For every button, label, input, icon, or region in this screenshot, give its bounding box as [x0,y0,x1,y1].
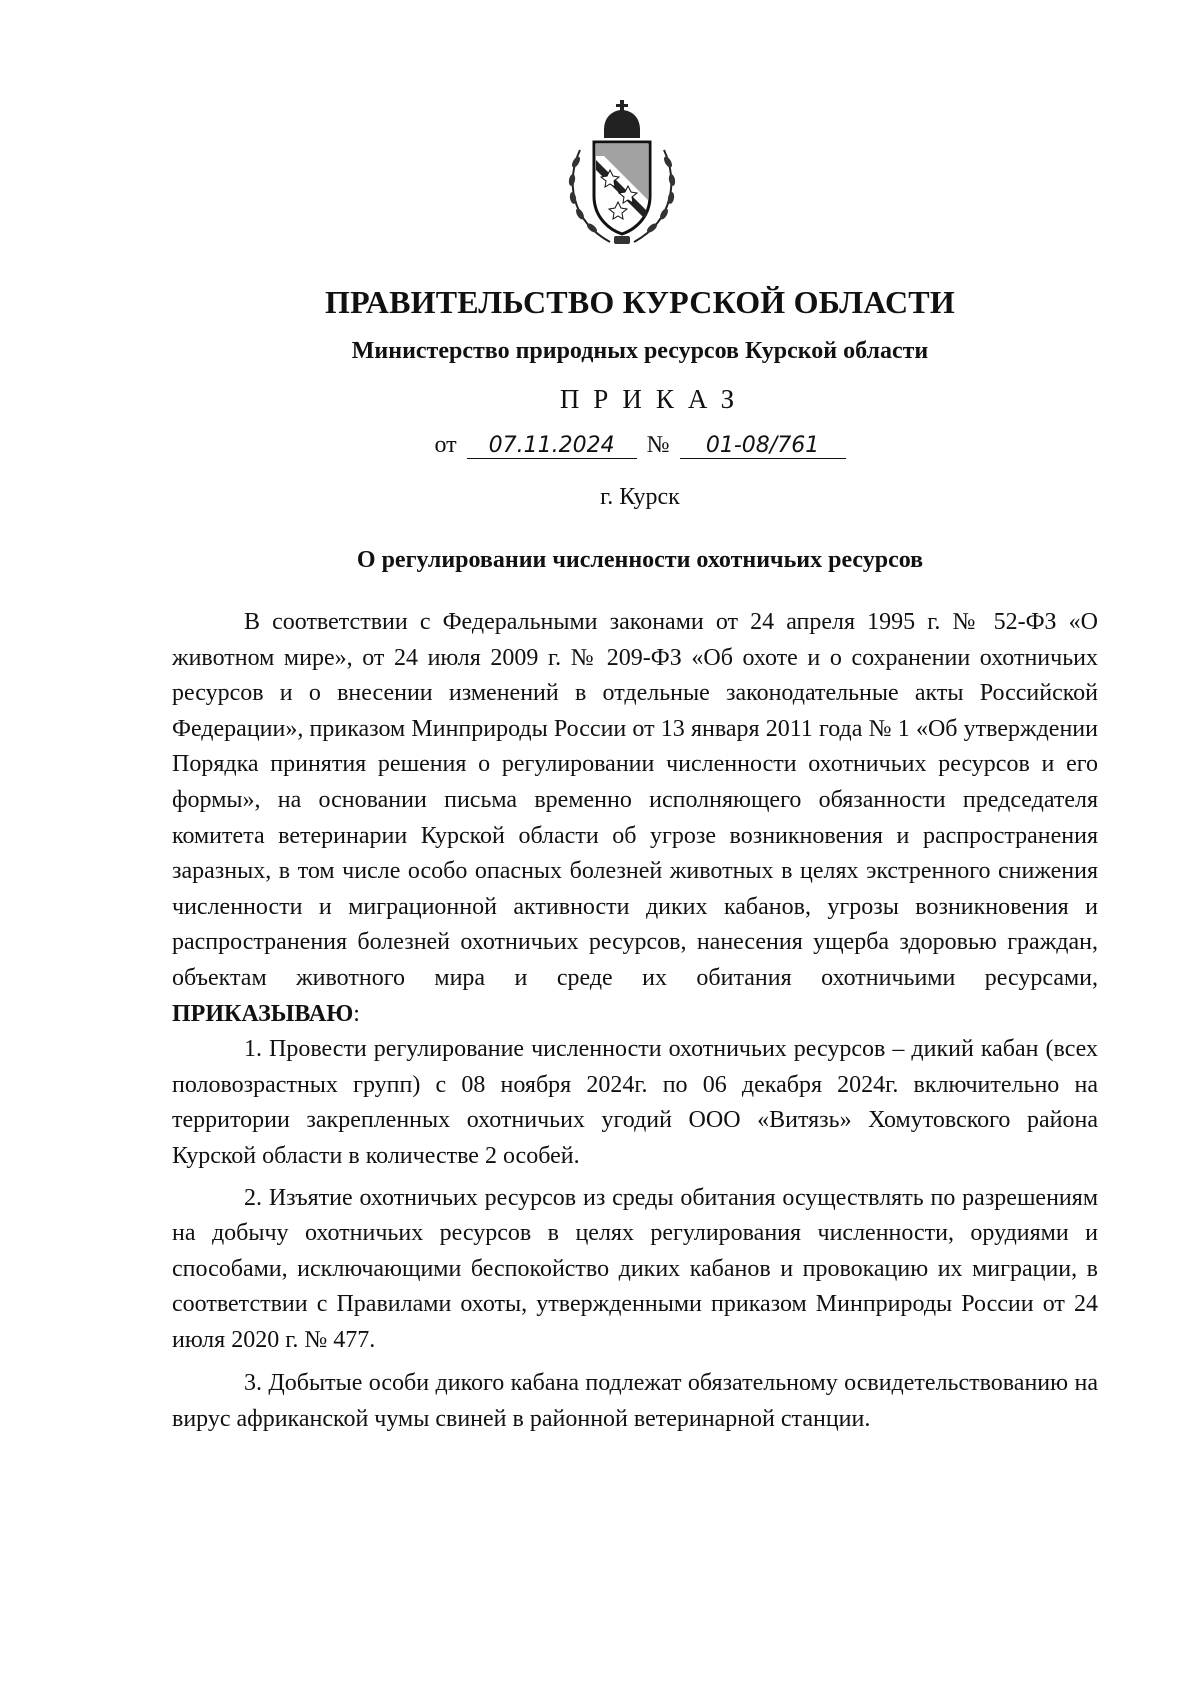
order-colon: : [353,1000,360,1027]
kursk-coat-of-arms-icon [560,100,684,248]
date-number-line [170,432,1110,459]
date-prefix: от [434,432,457,458]
order-word: ПРИКАЗЫВАЮ [172,1000,354,1027]
order-item-2: 2. Изъятие охотничьих ресурсов из среды обитания осуществлять по разрешениям на добычу охотничьих ресурсов в целях регулирования численности, орудиями и способами, исключающими беспокойство диких кабанов и провокацию их миграции, в соответствии с Правилами охоты, утвержденными приказом Минприроды России от 24 июля 2020 г. № 477. [172,1184,1098,1353]
government-title: ПРАВИТЕЛЬСТВО КУРСКОЙ ОБЛАСТИ [325,284,955,320]
document-type: ПРИКАЗ [559,384,749,414]
preamble-text: В соответствии с Федеральными законами от 24 апреля 1995 г. № 52-ФЗ «О животном мире», от 24 июля 2009 г. № 209-ФЗ «Об охоте и о сохранении охотничьих ресурсов и о внесении изменений в отдельные законодательные акты Российской Федерации», приказом Минприроды России от 13 января 2011 года № 1 «Об утверждении Порядка принятия решения о регулировании численности охотничьих ресурсов и его формы», на основании письма временно исполняющего обязанности председателя комитета ветеринарии Курской области об угрозе возникновения и распространения заразных, в том числе особо опасных болезней животных в целях экстренного снижения численности и миграционной активности диких кабанов, угрозы возникновения и распространения болезней охотничьих ресурсов, нанесения ущерба здоровью граждан, объектам животного мира и среде их обитания охотничьими ресурсами, [172,609,1098,991]
document-city: г. Курск [600,484,680,510]
order-item-3: 3. Добытые особи дикого кабана подлежат обязательному освидетельствованию на вирус африканской чумы свиней в районной ветеринарной станции. [172,1370,1098,1433]
document-date: 07.11.2024 [467,434,637,459]
document-subject: О регулировании численности охотничьих ресурсов [356,547,924,573]
preamble-paragraph [172,605,1098,1032]
ministry-title: Министерство природных ресурсов Курской области [351,338,929,364]
number-prefix: № [646,432,670,458]
document-body [172,605,1098,1438]
order-item-1: 1. Провести регулирование численности охотничьих ресурсов – дикий кабан (всех половозрастных групп) с 08 ноября 2024г. по 06 декабря 2024г. включительно на территории закрепленных охотничьих угодий ООО «Витязь» Хомутовского района Курской области в количестве 2 особей. [172,1036,1098,1169]
document-number: 01-08/761 [680,434,846,459]
